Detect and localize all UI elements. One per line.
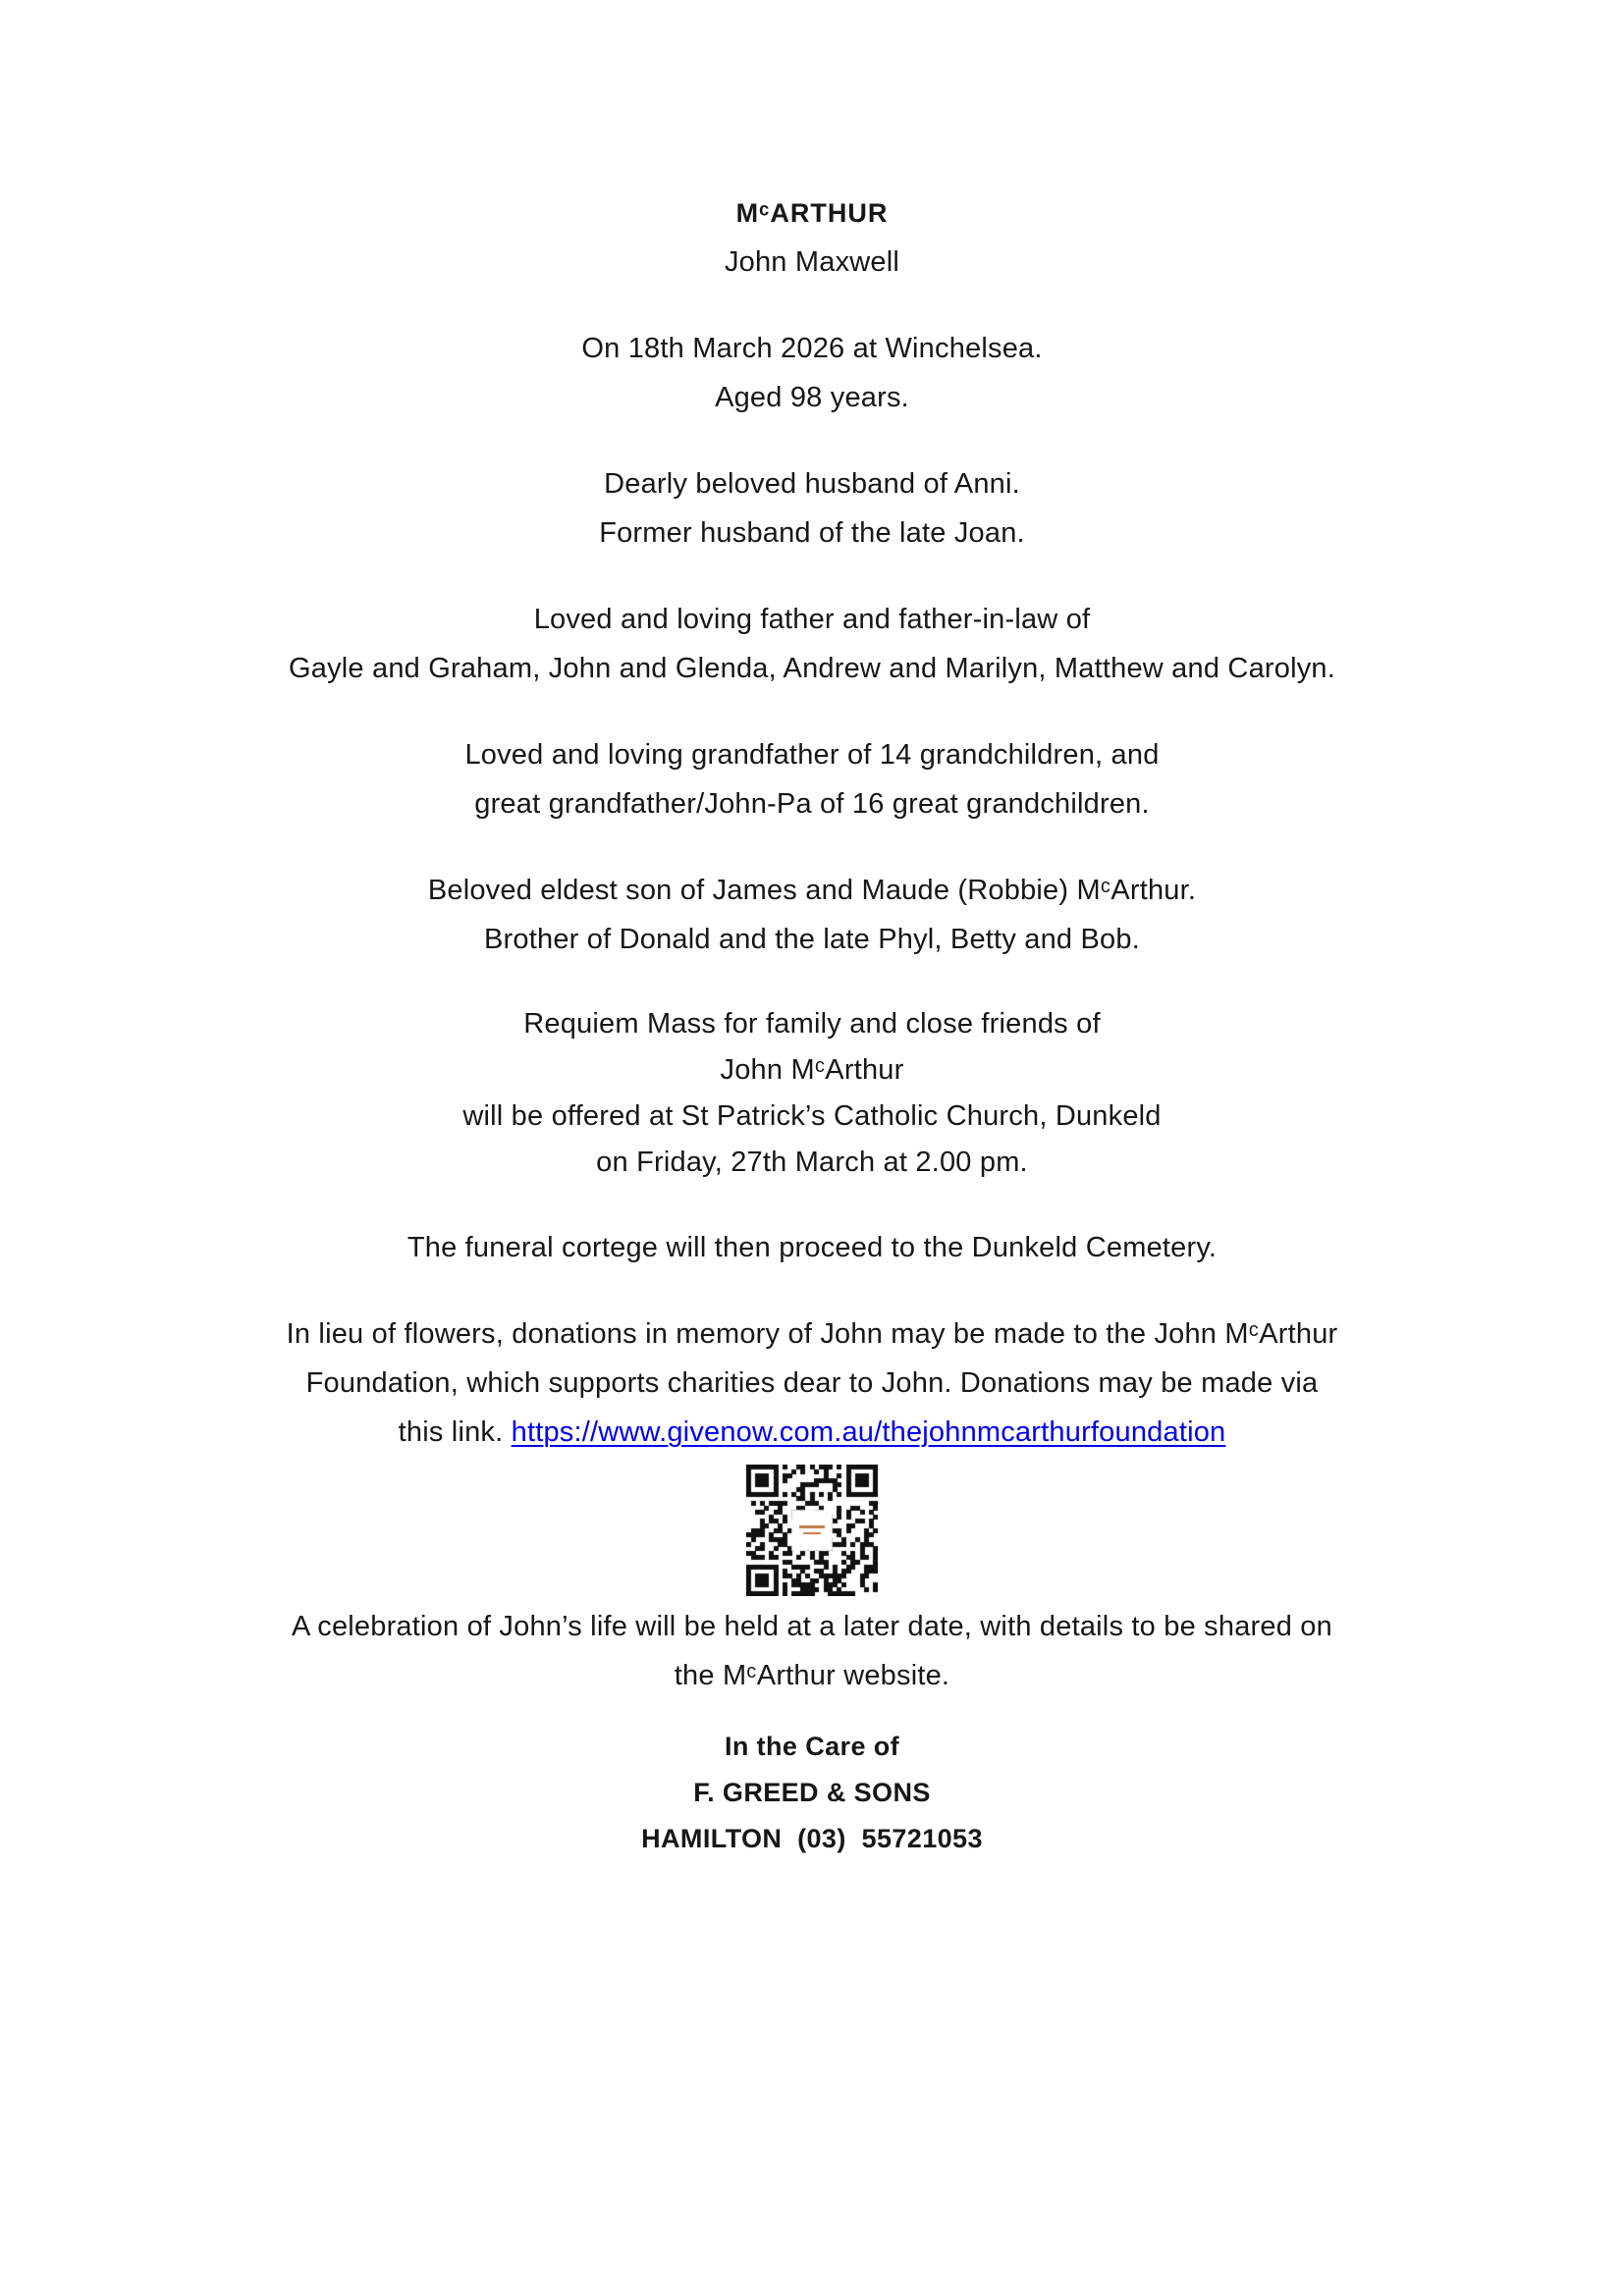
spouse-line-2: Former husband of the late Joan. xyxy=(599,517,1025,549)
children-paragraph xyxy=(0,595,1624,693)
parents-line: Beloved eldest son of James and Maude (Robbie) MᶜArthur. xyxy=(427,875,1197,906)
funeral-director-contact: HAMILTON (03) 55721053 xyxy=(641,1824,983,1853)
donation-link-line xyxy=(0,1408,1624,1457)
grandchildren-paragraph xyxy=(0,730,1624,828)
header-block xyxy=(0,188,1624,287)
grandchildren-line-2: great grandfather/John-Pa of 16 great grandchildren. xyxy=(474,788,1150,820)
children-line-2: Gayle and Graham, John and Glenda, Andrew and Marilyn, Matthew and Carolyn. xyxy=(288,653,1336,684)
service-line-1: Requiem Mass for family and close friends of xyxy=(523,1008,1101,1040)
donation-link[interactable]: https://www.givenow.com.au/thejohnmcarthurfoundation xyxy=(511,1416,1226,1448)
service-paragraph xyxy=(0,1001,1624,1186)
age-line: Aged 98 years. xyxy=(715,382,909,413)
death-details-paragraph xyxy=(0,324,1624,422)
cortege-line: The funeral cortege will then proceed to the Dunkeld Cemetery. xyxy=(406,1232,1218,1263)
donation-link-prefix: this link. xyxy=(398,1416,512,1448)
care-of-label: In the Care of xyxy=(724,1732,900,1761)
qr-code-block xyxy=(746,1465,878,1596)
service-line-2: John MᶜArthur xyxy=(720,1054,904,1086)
spouse-paragraph xyxy=(0,459,1624,558)
celebration-paragraph xyxy=(0,1602,1624,1700)
donation-qr-code xyxy=(746,1465,878,1596)
grandchildren-line-1: Loved and loving grandfather of 14 grandchildren, and xyxy=(464,739,1160,771)
donation-line-2: Foundation, which supports charities dear to John. Donations may be made via xyxy=(305,1367,1319,1399)
celebration-line-2: the MᶜArthur website. xyxy=(674,1660,950,1691)
children-line-1: Loved and loving father and father-in-law of xyxy=(533,604,1091,635)
given-names: John Maxwell xyxy=(724,246,900,278)
celebration-line-1: A celebration of John’s life will be held at a later date, with details to be shared on xyxy=(292,1611,1332,1642)
death-date-place: On 18th March 2026 at Winchelsea. xyxy=(581,333,1043,364)
donation-paragraph xyxy=(0,1309,1624,1457)
family-paragraph xyxy=(0,866,1624,964)
siblings-line: Brother of Donald and the late Phyl, Betty and Bob. xyxy=(484,924,1140,955)
service-line-3: will be offered at St Patrick’s Catholic Church, Dunkeld xyxy=(462,1100,1162,1132)
service-line-4: on Friday, 27th March at 2.00 pm. xyxy=(596,1147,1028,1178)
funeral-director-name: F. GREED & SONS xyxy=(693,1778,931,1807)
donation-line-1: In lieu of flowers, donations in memory of John may be made to the John MᶜArthur xyxy=(286,1318,1338,1350)
care-of-block xyxy=(0,1724,1624,1862)
cortege-paragraph xyxy=(0,1223,1624,1272)
surname-title: MᶜARTHUR xyxy=(735,198,889,228)
spouse-line-1: Dearly beloved husband of Anni. xyxy=(604,468,1020,500)
